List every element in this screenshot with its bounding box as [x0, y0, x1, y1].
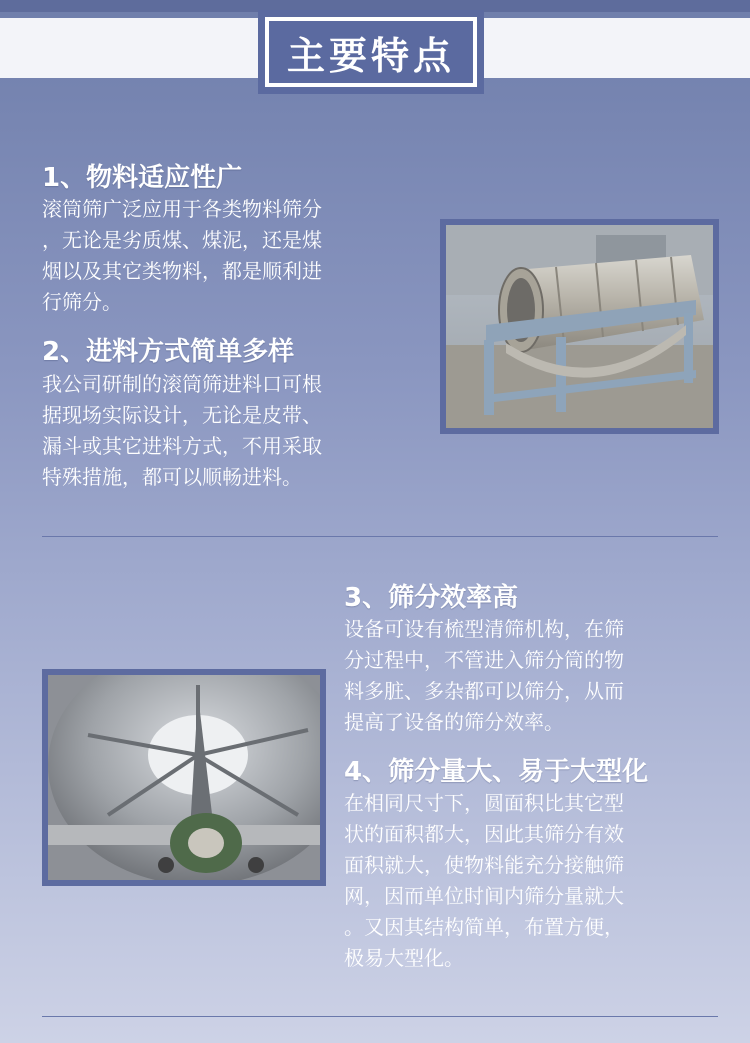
- section-1-line: 烟以及其它类物料，都是顺利进: [42, 259, 322, 283]
- drum-screen-illustration: [446, 225, 713, 428]
- section-2-line: 漏斗或其它进料方式，不用采取: [42, 434, 322, 458]
- section-2-line: 特殊措施，都可以顺畅进料。: [42, 465, 302, 489]
- section-4-heading: 4、筛分量大、易于大型化: [344, 757, 649, 787]
- section-divider: [42, 1016, 718, 1017]
- title-badge: [258, 10, 484, 94]
- section-4-line: 网，因而单位时间内筛分量就大: [344, 884, 624, 908]
- section-4-line: 极易大型化。: [344, 946, 464, 970]
- section-3-text: [344, 614, 624, 738]
- section-1-line: 滚筒筛广泛应用于各类物料筛分: [42, 197, 322, 221]
- section-3-line: 料多脏、多杂都可以筛分，从而: [344, 679, 624, 703]
- section-1-heading: 1、物料适应性广: [42, 163, 243, 193]
- section-3-line: 提高了设备的筛分效率。: [344, 710, 564, 734]
- section-3-heading: 3、筛分效率高: [344, 583, 519, 613]
- section-1-line: 行筛分。: [42, 290, 122, 314]
- section-4-line: 。又因其结构简单，布置方便，: [344, 915, 624, 939]
- section-2-line: 据现场实际设计，无论是皮带、: [42, 403, 322, 427]
- page-title: 主要特点: [265, 17, 477, 87]
- section-2-heading: 2、进料方式简单多样: [42, 337, 295, 367]
- section-2-line: 我公司研制的滚筒筛进料口可根: [42, 372, 322, 396]
- section-1-line: ，无论是劣质煤、煤泥，还是煤: [42, 228, 322, 252]
- section-4-line: 在相同尺寸下，圆面积比其它型: [344, 791, 624, 815]
- drum-interior-photo: [42, 669, 326, 886]
- section-4-text: [344, 788, 624, 974]
- drum-screen-photo: [440, 219, 719, 434]
- section-1-text: [42, 194, 322, 318]
- section-4-line: 状的面积都大，因此其筛分有效: [344, 822, 624, 846]
- section-3-line: 设备可设有梳型清筛机构，在筛: [344, 617, 624, 641]
- section-2-text: [42, 369, 322, 493]
- drum-interior-illustration: [48, 675, 320, 880]
- section-divider: [42, 536, 718, 537]
- section-4-line: 面积就大，使物料能充分接触筛: [344, 853, 624, 877]
- section-3-line: 分过程中，不管进入筛分筒的物: [344, 648, 624, 672]
